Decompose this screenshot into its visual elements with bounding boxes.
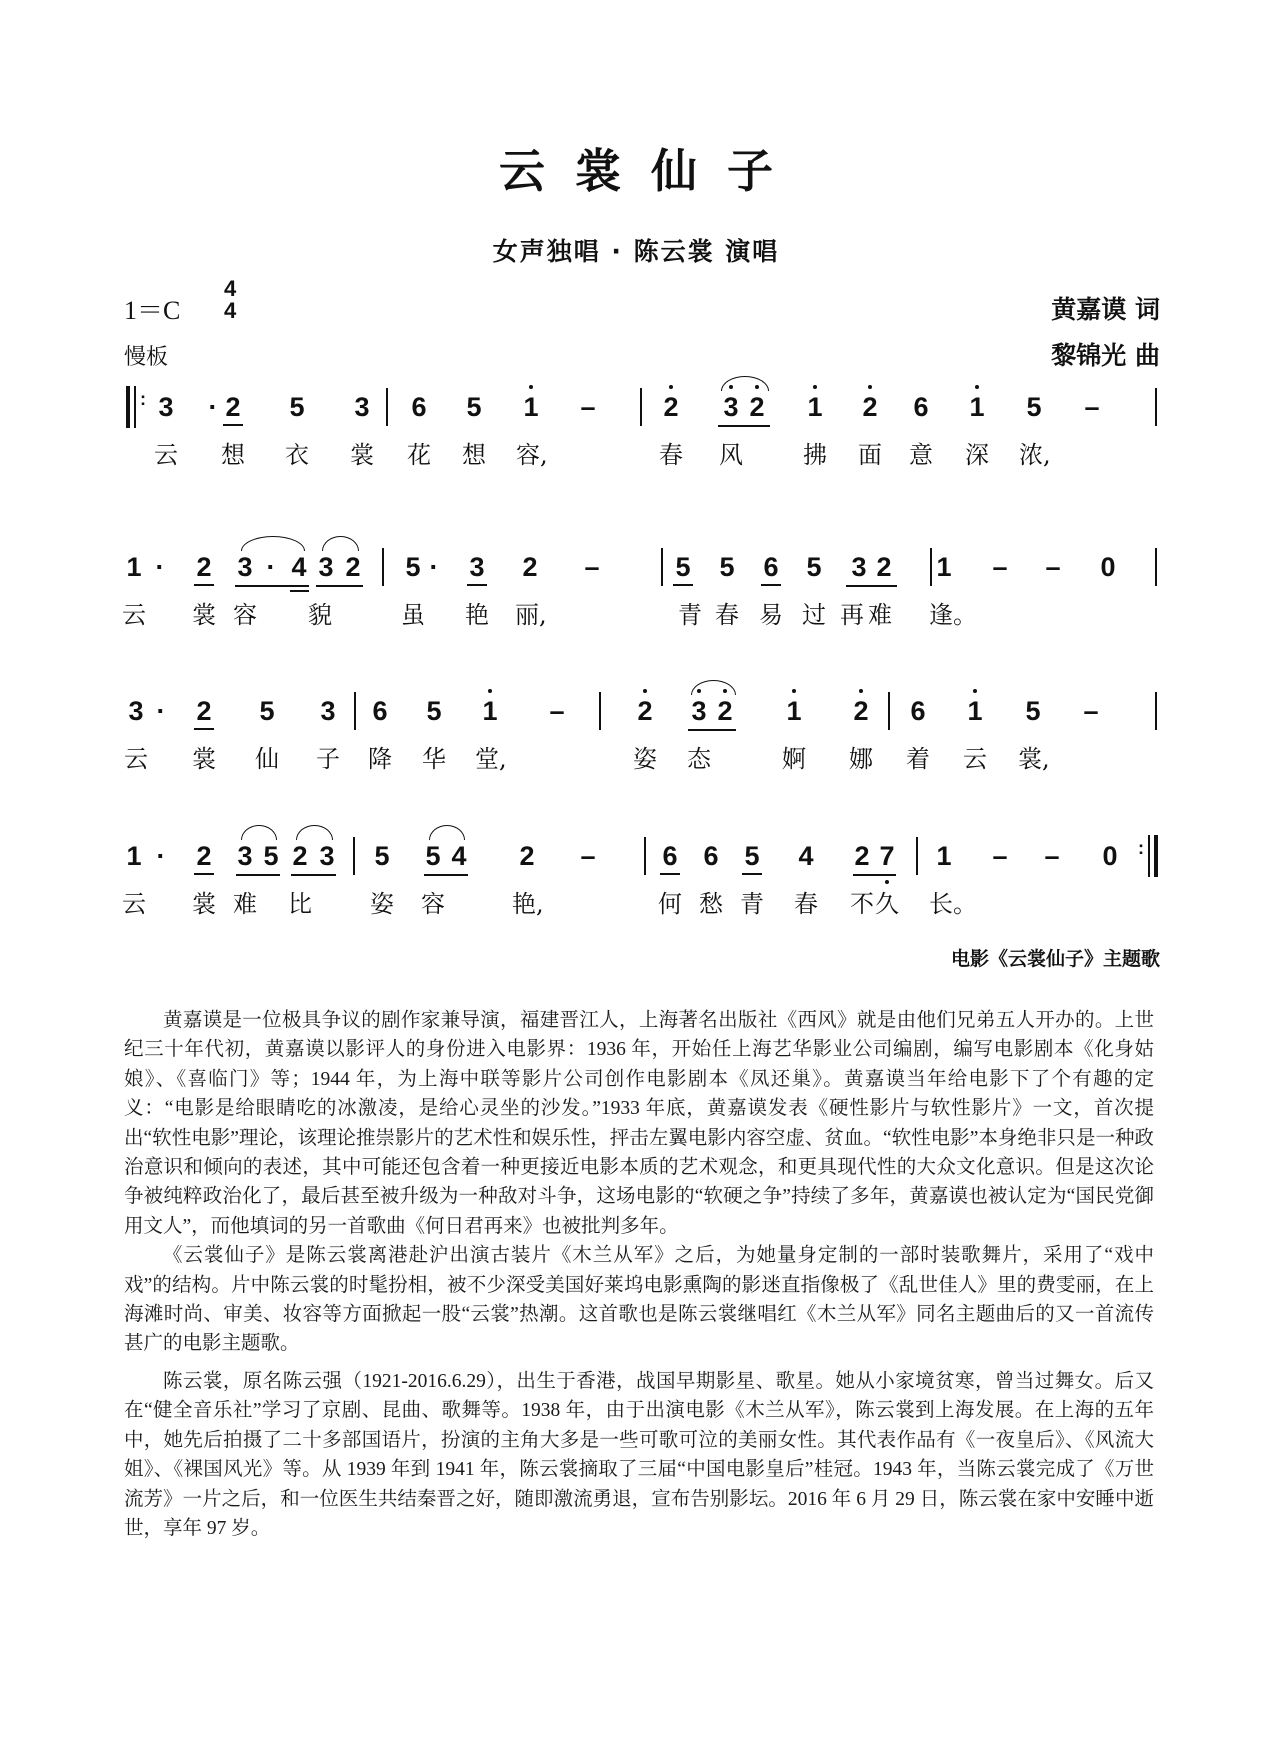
note: 5 xyxy=(466,392,482,422)
lyric-char: 逢。 xyxy=(929,601,977,629)
dot-augmentation: · xyxy=(155,552,165,582)
note: 1 xyxy=(779,696,809,726)
barline xyxy=(888,692,890,730)
song-title: 云裳仙子 xyxy=(499,144,803,198)
note: 5 xyxy=(806,552,822,582)
composer-credit: 黎锦光 曲 xyxy=(1051,341,1160,370)
slur-tie xyxy=(322,536,359,551)
lyric-char: 貌 xyxy=(308,601,332,629)
lyric-char: 何 xyxy=(658,890,682,918)
note: 1 xyxy=(936,841,952,871)
dash-extension: – xyxy=(992,552,1008,582)
note: 0 xyxy=(1102,841,1118,871)
lyric-char: 云 xyxy=(154,441,178,469)
score-row xyxy=(0,696,1272,816)
lyric-char: 姿 xyxy=(370,890,394,918)
lyric-char: 比 xyxy=(288,890,312,918)
beam-underline-double xyxy=(290,590,309,592)
lyric-char: 态 xyxy=(687,745,711,773)
article-body xyxy=(124,1006,1154,1543)
lyric-char: 再 xyxy=(840,601,864,629)
note: 5 xyxy=(374,841,390,871)
note: 3 xyxy=(158,392,174,422)
lyric-char: 久 xyxy=(875,890,899,918)
slur-tie xyxy=(241,536,305,551)
note: 2 xyxy=(855,392,885,422)
note: 1 xyxy=(962,392,992,422)
note: 1 xyxy=(800,392,830,422)
barline xyxy=(353,837,355,875)
lyric-char: 意 xyxy=(909,441,933,469)
time-signature xyxy=(224,276,237,323)
note: 2 xyxy=(519,841,535,871)
slur-tie xyxy=(241,825,277,840)
dash-extension: – xyxy=(580,392,596,422)
lyric-char: 降 xyxy=(368,745,392,773)
lyric-char: 裳 xyxy=(192,745,216,773)
key-signature: 1＝C xyxy=(124,296,181,325)
note: 5 xyxy=(1026,392,1042,422)
dash-extension: – xyxy=(580,841,596,871)
tempo-marking: 慢板 xyxy=(124,345,169,370)
note: 1 xyxy=(960,696,990,726)
beam-underline xyxy=(291,874,336,876)
lyric-char: 堂, xyxy=(475,745,507,773)
barline xyxy=(382,548,384,586)
lyric-char: 易 xyxy=(759,601,783,629)
note: 1 xyxy=(475,696,505,726)
note: 3 xyxy=(462,552,492,582)
beam-underline xyxy=(236,874,280,876)
note: 3 xyxy=(320,696,336,726)
lyric-char: 婀 xyxy=(782,745,806,773)
note: 1 xyxy=(936,552,952,582)
note: 2 xyxy=(189,841,219,871)
note: 1 xyxy=(126,841,142,871)
lyric-char: 容 xyxy=(233,601,257,629)
note: 3 xyxy=(684,696,714,726)
repeat-end-thin-bar xyxy=(1148,835,1150,877)
note: 2 xyxy=(710,696,740,726)
note: 2 xyxy=(189,552,219,582)
dot-augmentation: · xyxy=(266,552,276,582)
note: 3 xyxy=(716,392,746,422)
slur-tie xyxy=(429,825,465,840)
beam-underline xyxy=(853,874,896,876)
dot-augmentation: · xyxy=(429,552,439,582)
lyric-char: 难 xyxy=(868,601,892,629)
repeat-dots: : xyxy=(140,389,146,409)
note: 6 xyxy=(411,392,427,422)
barline xyxy=(354,692,356,730)
note: 3 xyxy=(237,841,253,871)
article-paragraph: 《云裳仙子》是陈云裳离港赴沪出演古装片《木兰从军》之后，为她量身定制的一部时装歌舞片，采用了“戏中戏”的结构。片中陈云裳的时髦扮相，被不少深受美国好莱坞电影熏陶的影迷直指像极了《乱世佳人》里的费雯丽，在上海滩时尚、审美、妆容等方面掀起一股“云裳”热潮。这首歌也是陈云裳继唱红《木兰从军》同名主题曲后的又一首流传甚广的电影主题歌。 xyxy=(124,1245,1154,1355)
note: 5 xyxy=(1025,696,1041,726)
slur-tie xyxy=(691,680,736,695)
note: 2 xyxy=(854,841,870,871)
note: 6 xyxy=(910,696,926,726)
note: 3 xyxy=(319,841,335,871)
note: 5 xyxy=(426,696,442,726)
dash-extension: – xyxy=(584,552,600,582)
lyric-char: 过 xyxy=(802,601,826,629)
article-paragraph: 陈云裳，原名陈云强（1921-2016.6.29），出生于香港，战国早期影星、歌星。她从小家境贫寒，曾当过舞女。后又在“健全音乐社”学习了京剧、昆曲、歌舞等。1938 年，由于出演电影《木兰从军》，陈云裳到上海发展。在上海的五年中，她先后拍摄了二十多部国语片，扮演的主角大多是一些可歌可泣的美丽女性。其代表作品有《一夜皇后》、《风流大姐》、《裸国风光》等。从 1939 年到 1941 年，陈云裳摘取了三届“中国电影皇后”桂冠。1943 年，当陈云裳完成了《万世流芳》一片之后，和一位医生共结秦晋之好，随即激流勇退，宣布告别影坛。2016 年 6 月 29 日，陈云裳在家中安睡中逝世，享年 97 岁。 xyxy=(124,1370,1154,1539)
barline xyxy=(916,837,918,875)
barline xyxy=(1155,548,1157,586)
barline xyxy=(1155,692,1157,730)
note: 3 xyxy=(354,392,370,422)
lyric-char: 容, xyxy=(516,441,548,469)
note: 3 xyxy=(128,696,144,726)
dot-augmentation: · xyxy=(156,696,166,726)
note: 4 xyxy=(798,841,814,871)
lyric-char: 艳 xyxy=(465,601,489,629)
lyric-char: 风 xyxy=(719,441,743,469)
beam-underline xyxy=(424,874,468,876)
note: 2 xyxy=(846,696,876,726)
note: 2 xyxy=(292,841,308,871)
note: 6 xyxy=(655,841,685,871)
note: 6 xyxy=(703,841,719,871)
lyric-char: 深 xyxy=(965,441,989,469)
barline xyxy=(386,388,388,426)
note: 6 xyxy=(372,696,388,726)
dash-extension: – xyxy=(1045,552,1061,582)
note: 2 xyxy=(742,392,772,422)
note: 3 xyxy=(318,552,334,582)
lyric-char: 春 xyxy=(659,441,683,469)
note: 6 xyxy=(756,552,786,582)
score-row xyxy=(0,552,1272,672)
lyric-char: 裳 xyxy=(192,601,216,629)
lyric-char: 仙 xyxy=(255,745,279,773)
note: 2 xyxy=(218,392,248,422)
beam-underline xyxy=(235,585,309,587)
dot-augmentation: · xyxy=(156,841,166,871)
note: 2 xyxy=(189,696,219,726)
lyric-char: 想 xyxy=(221,441,245,469)
barline xyxy=(661,548,663,586)
lyric-char: 着 xyxy=(906,745,930,773)
lyric-char: 难 xyxy=(233,890,257,918)
score-row xyxy=(0,389,1272,512)
lyric-char: 华 xyxy=(422,745,446,773)
lyric-char: 云 xyxy=(122,890,146,918)
note: 5 xyxy=(668,552,698,582)
note: 5 xyxy=(425,841,441,871)
lyric-char: 春 xyxy=(715,601,739,629)
lyric-char: 裳 xyxy=(350,441,374,469)
note: 5 xyxy=(259,696,275,726)
note: 5 xyxy=(405,552,421,582)
repeat-start-thin-bar xyxy=(134,386,136,428)
beam-underline xyxy=(316,585,363,587)
dash-extension: – xyxy=(1044,841,1060,871)
lyric-char: 云 xyxy=(122,601,146,629)
lyric-char: 裳, xyxy=(1018,745,1050,773)
lyric-char: 浓, xyxy=(1019,441,1051,469)
lyric-char: 丽, xyxy=(515,601,547,629)
note: 2 xyxy=(876,552,892,582)
lyric-char: 云 xyxy=(124,745,148,773)
lyric-char: 面 xyxy=(858,441,882,469)
song-subtitle: 女声独唱 · 陈云裳 演唱 xyxy=(492,237,780,266)
lyricist-credit: 黄嘉谟 词 xyxy=(1051,295,1160,324)
dash-extension: – xyxy=(549,696,565,726)
lyric-char: 姿 xyxy=(633,745,657,773)
note: 2 xyxy=(345,552,361,582)
barline xyxy=(640,388,642,426)
note: 5 xyxy=(737,841,767,871)
repeat-start-thick-bar xyxy=(126,386,130,428)
article-paragraph: 黄嘉谟是一位极具争议的剧作家兼导演，福建晋江人，上海著名出版社《西风》就是由他们兄弟五人开办的。上世纪三十年代初，黄嘉谟以影评人的身份进入电影界：1936 年，开始任上海艺华影业公司编剧，编写电影剧本《化身姑娘》、《喜临门》等；1944 年，为上海中联等影片公司创作电影剧本《凤还巢》。黄嘉谟当年给电影下了个有趣的定义：“电影是给眼睛吃的冰激凌，是给心灵坐的沙发。”1933 年底，黄嘉谟发表《硬性影片与软性影片》一文，首次提出“软性电影”理论，该理论推崇影片的艺术性和娱乐性，抨击左翼电影内容空虚、贫血。“软性电影”本身绝非只是一种政治意识和倾向的表述，其中可能还包含着一种更接近电影本质的艺术观念，和更具现代性的大众文化意识。但是这次论争被纯粹政治化了，最后甚至被升级为一种敌对斗争，这场电影的“软硬之争”持续了多年，黄嘉谟也被认定为“国民党御用文人”，而他填词的另一首歌曲《何日君再来》也被批判多年。 xyxy=(124,1010,1154,1237)
note: 2 xyxy=(522,552,538,582)
repeat-end-thick-bar xyxy=(1154,835,1158,877)
lyric-char: 春 xyxy=(794,890,818,918)
note: 3 xyxy=(851,552,867,582)
note: 5 xyxy=(263,841,279,871)
dot-augmentation: · xyxy=(208,392,218,422)
note: 1 xyxy=(516,392,546,422)
barline xyxy=(1155,388,1157,426)
lyric-char: 容 xyxy=(421,890,445,918)
dash-extension: – xyxy=(992,841,1008,871)
note: 4 xyxy=(451,841,467,871)
time-signature-top: 4 xyxy=(224,276,237,301)
lyric-char: 不 xyxy=(850,890,874,918)
note: 2 xyxy=(630,696,660,726)
note: 5 xyxy=(719,552,735,582)
lyric-char: 青 xyxy=(740,890,764,918)
note: 5 xyxy=(289,392,305,422)
lyric-char: 云 xyxy=(963,745,987,773)
beam-underline xyxy=(688,729,736,731)
slur-tie xyxy=(721,376,769,391)
lyric-char: 子 xyxy=(316,745,340,773)
barline xyxy=(599,692,601,730)
lyric-char: 艳, xyxy=(512,890,544,918)
lyric-char: 愁 xyxy=(699,890,723,918)
lyric-char: 虽 xyxy=(401,601,425,629)
lyric-char: 青 xyxy=(678,601,702,629)
lyric-char: 娜 xyxy=(849,745,873,773)
note: 1 xyxy=(126,552,142,582)
note: 6 xyxy=(913,392,929,422)
score-row xyxy=(0,838,1272,961)
slur-tie xyxy=(296,825,333,840)
dash-extension: – xyxy=(1084,392,1100,422)
time-signature-bottom: 4 xyxy=(224,298,237,323)
lyric-char: 长。 xyxy=(929,890,977,918)
lyric-char: 裳 xyxy=(192,890,216,918)
lyric-char: 衣 xyxy=(285,441,309,469)
lyric-char: 拂 xyxy=(803,441,827,469)
beam-underline xyxy=(846,585,897,587)
score-caption: 电影《云裳仙子》主题歌 xyxy=(950,948,1160,970)
note: 4 xyxy=(291,552,307,582)
lyric-char: 想 xyxy=(462,441,486,469)
note: 7 xyxy=(872,841,902,871)
note: 3 xyxy=(237,552,253,582)
lyric-char: 花 xyxy=(407,441,431,469)
note: 2 xyxy=(656,392,686,422)
barline xyxy=(644,837,646,875)
note: 0 xyxy=(1100,552,1116,582)
beam-underline xyxy=(718,425,770,427)
dash-extension: – xyxy=(1083,696,1099,726)
repeat-end-dots: : xyxy=(1138,838,1144,858)
